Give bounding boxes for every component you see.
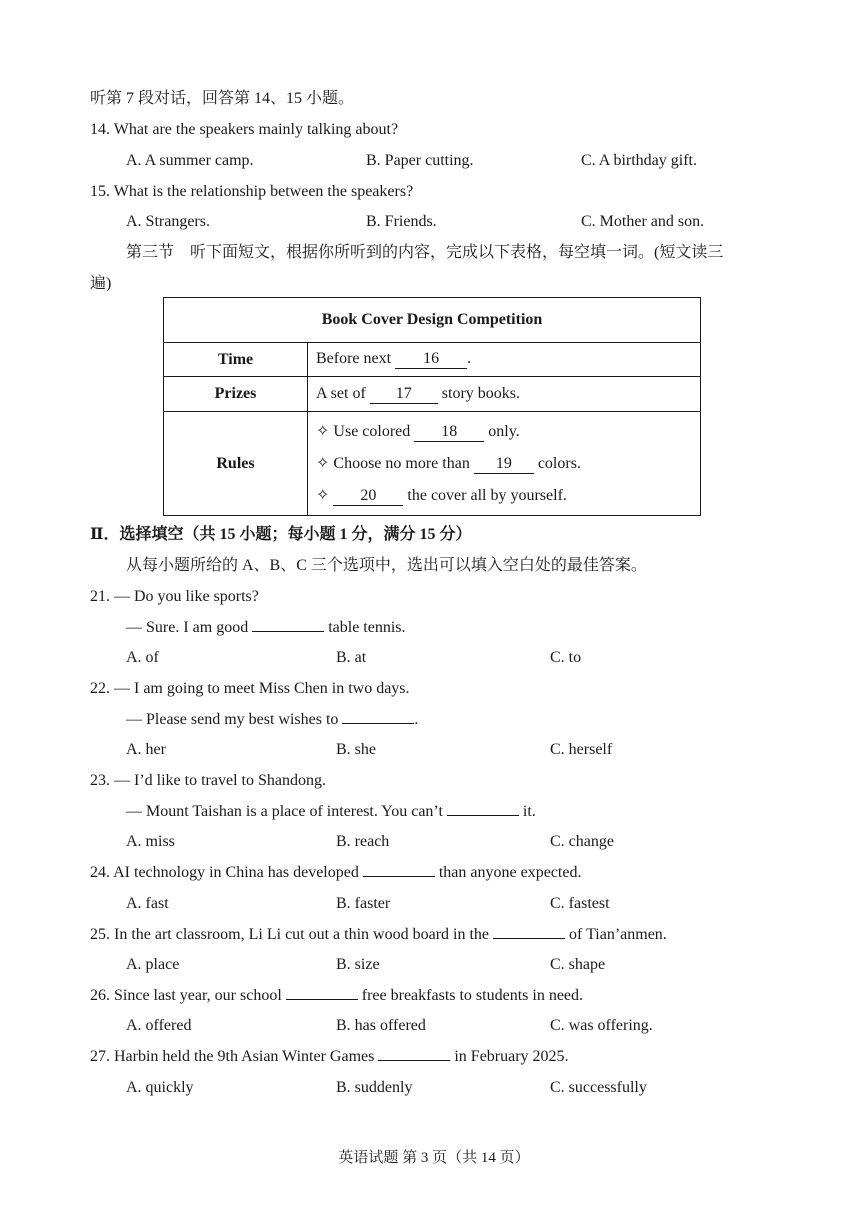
question-number: 24. <box>90 864 110 881</box>
option-c[interactable]: C. was offering. <box>550 1017 653 1034</box>
option-c[interactable]: C. successfully <box>550 1079 647 1096</box>
part-3-instruction: 第三节 听下面短文，根据你所听到的内容，完成以下表格，每空填一词。(短文读三 <box>126 244 724 261</box>
option-c[interactable]: C. change <box>550 833 614 850</box>
rules-label: Rules <box>164 412 308 516</box>
option-c[interactable]: C. fastest <box>550 895 610 912</box>
section-2-instruction: 从每小题所给的 A、B、C 三个选项中，选出可以填入空白处的最佳答案。 <box>126 557 647 574</box>
option-b[interactable]: B. Friends. <box>366 213 437 230</box>
option-c[interactable]: C. to <box>550 649 582 666</box>
part-3-instruction-cont: 遍) <box>90 275 112 292</box>
diamond-icon: ✧ <box>316 486 330 504</box>
option-a[interactable]: A. of <box>126 649 159 666</box>
competition-table <box>163 297 701 516</box>
question-27: 27. Harbin held the 9th Asian Winter Games in February 2025. <box>90 1048 569 1065</box>
option-a[interactable]: A. offered <box>126 1017 192 1034</box>
option-b[interactable]: B. at <box>336 649 367 666</box>
question-21-line2: — Sure. I am good table tennis. <box>126 619 406 636</box>
answer-blank[interactable] <box>252 631 324 632</box>
question-number: 21. <box>90 588 110 605</box>
option-b[interactable]: B. Paper cutting. <box>366 152 474 169</box>
question-22: 22. — I am going to meet Miss Chen in two days. <box>90 680 410 697</box>
question-text: What are the speakers mainly talking about? <box>113 121 399 138</box>
question-number: 27. <box>90 1048 110 1065</box>
question-number: 15. <box>90 183 110 200</box>
answer-blank[interactable] <box>493 938 565 939</box>
answer-blank[interactable] <box>447 815 519 816</box>
option-b[interactable]: B. has offered <box>336 1017 426 1034</box>
option-b[interactable]: B. she <box>336 741 376 758</box>
question-26: 26. Since last year, our school free breakfasts to students in need. <box>90 987 584 1004</box>
blank-19[interactable]: 19 <box>474 455 534 474</box>
question-21: 21. — Do you like sports? <box>90 588 259 605</box>
option-b[interactable]: B. suddenly <box>336 1079 413 1096</box>
blank-17[interactable]: 17 <box>370 385 438 404</box>
blank-16[interactable]: 16 <box>395 350 467 369</box>
question-15 <box>90 182 413 202</box>
answer-blank[interactable] <box>378 1060 450 1061</box>
question-25: 25. In the art classroom, Li Li cut out a thin wood board in the of Tian’anmen. <box>90 926 667 943</box>
diamond-icon: ✧ <box>316 422 330 440</box>
question-22-line2: — Please send my best wishes to . <box>126 711 419 728</box>
time-label: Time <box>164 343 308 377</box>
diamond-icon: ✧ <box>316 454 330 472</box>
table-title: Book Cover Design Competition <box>164 298 701 343</box>
page-footer: 英语试题 第 3 页（共 14 页） <box>338 1150 530 1166</box>
option-a[interactable]: A. A summer camp. <box>126 152 254 169</box>
blank-20[interactable]: 20 <box>333 487 403 506</box>
option-a[interactable]: A. fast <box>126 895 169 912</box>
rule-item: ✧ 20 the cover all by yourself. <box>316 486 567 504</box>
question-number: 26. <box>90 987 110 1004</box>
option-b[interactable]: B. size <box>336 956 380 973</box>
answer-blank[interactable] <box>286 999 358 1000</box>
option-a[interactable]: A. her <box>126 741 166 758</box>
option-c[interactable]: C. herself <box>550 741 613 758</box>
option-a[interactable]: A. Strangers. <box>126 213 210 230</box>
question-number: 25. <box>90 926 110 943</box>
option-b[interactable]: B. faster <box>336 895 391 912</box>
answer-blank[interactable] <box>342 723 414 724</box>
prizes-value: A set of 17 story books. <box>308 377 701 412</box>
question-text: What is the relationship between the speakers? <box>113 183 414 200</box>
question-number: 23. <box>90 772 110 789</box>
prizes-label: Prizes <box>164 377 308 412</box>
option-a[interactable]: A. miss <box>126 833 175 850</box>
question-number: 22. <box>90 680 110 697</box>
rule-item: ✧ Use colored 18 only. <box>316 422 520 440</box>
question-23-line2: — Mount Taishan is a place of interest. You can’t it. <box>126 803 536 820</box>
rules-value <box>308 412 701 516</box>
question-23: 23. — I’d like to travel to Shandong. <box>90 772 326 789</box>
rule-item: ✧ Choose no more than 19 colors. <box>316 454 581 472</box>
option-c[interactable]: C. Mother and son. <box>581 213 705 230</box>
option-a[interactable]: A. quickly <box>126 1079 194 1096</box>
question-24: 24. AI technology in China has developed than anyone expected. <box>90 864 582 881</box>
section-7-instruction: 听第 7 段对话，回答第 14、15 小题。 <box>90 90 355 107</box>
option-a[interactable]: A. place <box>126 956 180 973</box>
option-b[interactable]: B. reach <box>336 833 390 850</box>
time-value: Before next 16 . <box>308 343 701 377</box>
option-c[interactable]: C. shape <box>550 956 606 973</box>
option-c[interactable]: C. A birthday gift. <box>581 152 697 169</box>
section-2-heading: Ⅱ．选择填空（共 15 小题；每小题 1 分，满分 15 分） <box>90 526 472 543</box>
question-number: 14. <box>90 121 110 138</box>
blank-18[interactable]: 18 <box>414 423 484 442</box>
answer-blank[interactable] <box>363 876 435 877</box>
question-14 <box>90 120 398 140</box>
